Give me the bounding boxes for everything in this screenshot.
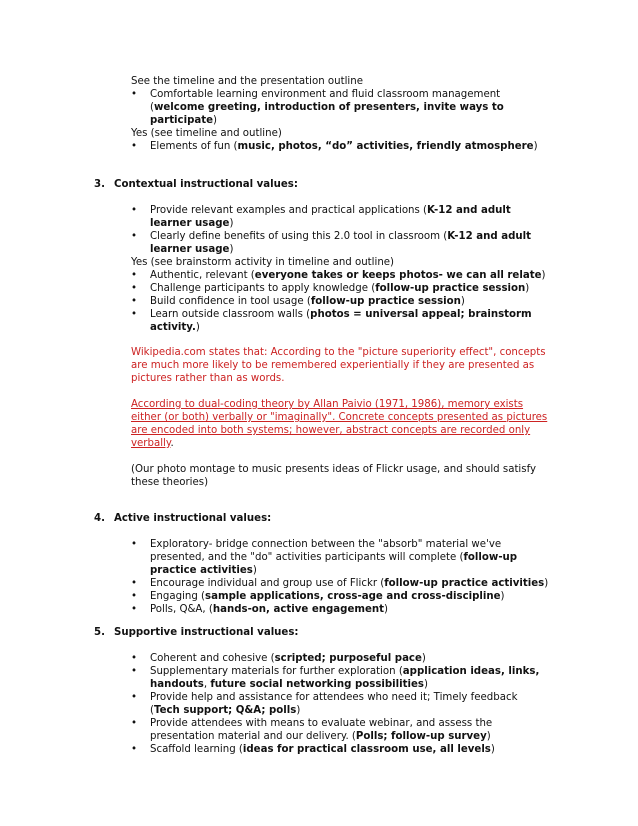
list-item: Build confidence in tool usage (follow-up practice session) — [150, 296, 465, 307]
list-item-continuation: (Tech support; Q&A; polls) — [150, 705, 301, 716]
paragraph-line: (Our photo montage to music presents ideas of Flickr usage, and should satisfy — [131, 464, 537, 475]
bullet-icon: • — [131, 692, 138, 703]
list-item-continuation: practice activities) — [150, 565, 257, 576]
list-item: Encourage individual and group use of Flickr (follow-up practice activities) — [150, 578, 549, 589]
list-item-continuation: learner usage) — [150, 244, 234, 255]
bullet-icon: • — [131, 604, 138, 615]
section-4-title: Active instructional values: — [114, 513, 272, 524]
section-4-number: 4. — [94, 513, 105, 524]
quote-line: pictures rather than as words. — [131, 373, 285, 384]
bullet-icon: • — [131, 718, 138, 729]
timeline-line: See the timeline and the presentation outline — [131, 76, 363, 87]
bullet-icon: • — [131, 231, 138, 242]
bullet-icon: • — [131, 205, 138, 216]
bullet-icon: • — [131, 270, 138, 281]
list-item: Scaffold learning (ideas for practical classroom use, all levels) — [150, 744, 495, 755]
list-item: Exploratory- bridge connection between the "absorb" material we've — [150, 539, 502, 550]
list-item: Engaging (sample applications, cross-age and cross-discipline) — [150, 591, 505, 602]
list-item: Supplementary materials for further exploration (application ideas, links, — [150, 666, 540, 677]
section-3-title: Contextual instructional values: — [114, 179, 298, 190]
bullet-icon: • — [131, 591, 138, 602]
section-5-title: Supportive instructional values: — [114, 627, 299, 638]
bullet-icon: • — [131, 539, 138, 550]
theory-link-end[interactable]: verbally. — [131, 438, 174, 449]
list-item-continuation: presented, and the "do" activities participants will complete (follow-up — [150, 552, 518, 563]
list-item: Elements of fun (music, photos, “do” activities, friendly atmosphere) — [150, 141, 538, 152]
bullet-icon: • — [131, 653, 138, 664]
yes-line: Yes (see timeline and outline) — [131, 128, 282, 139]
list-item: Polls, Q&A, (hands-on, active engagement) — [150, 604, 389, 615]
list-item-continuation: activity.) — [150, 322, 200, 333]
bullet-icon: • — [131, 89, 138, 100]
list-item: Comfortable learning environment and fluid classroom management — [150, 89, 501, 100]
list-item: Authentic, relevant (everyone takes or keeps photos- we can all relate) — [150, 270, 546, 281]
list-item: Provide attendees with means to evaluate webinar, and assess the — [150, 718, 493, 729]
section-5-number: 5. — [94, 627, 105, 638]
yes-line: Yes (see brainstorm activity in timeline and outline) — [131, 257, 395, 268]
list-item-continuation: presentation material and our delivery. (Polls; follow-up survey) — [150, 731, 491, 742]
quote-line: are much more likely to be remembered experientially if they are presented as — [131, 360, 535, 371]
theory-link[interactable]: According to dual-coding theory by Allan Paivio (1971, 1986), memory exists — [131, 399, 524, 410]
bullet-icon: • — [131, 309, 138, 320]
list-item-continuation: (welcome greeting, introduction of presenters, invite ways to — [150, 102, 504, 113]
list-item: Clearly define benefits of using this 2.0 tool in classroom (K-12 and adult — [150, 231, 531, 242]
quote-line: Wikipedia.com states that: According to the "picture superiority effect", concepts — [131, 347, 546, 358]
list-item: Learn outside classroom walls (photos = universal appeal; brainstorm — [150, 309, 532, 320]
bullet-icon: • — [131, 283, 138, 294]
bullet-icon: • — [131, 141, 138, 152]
bullet-icon: • — [131, 578, 138, 589]
theory-link[interactable]: are encoded into both systems; however, abstract concepts are recorded only — [131, 425, 531, 436]
list-item-continuation: handouts, future social networking possibilities) — [150, 679, 428, 690]
list-item-continuation: participate) — [150, 115, 218, 126]
theory-link[interactable]: either (or both) verbally or "imaginally". Concrete concepts presented as pictures — [131, 412, 548, 423]
paragraph-line: these theories) — [131, 477, 209, 488]
section-3-number: 3. — [94, 179, 105, 190]
list-item: Coherent and cohesive (scripted; purposeful pace) — [150, 653, 426, 664]
list-item: Provide help and assistance for attendees who need it; Timely feedback — [150, 692, 518, 703]
bullet-icon: • — [131, 666, 138, 677]
bullet-icon: • — [131, 296, 138, 307]
bullet-icon: • — [131, 744, 138, 755]
list-item: Provide relevant examples and practical applications (K-12 and adult — [150, 205, 511, 216]
list-item-continuation: learner usage) — [150, 218, 234, 229]
list-item: Challenge participants to apply knowledge (follow-up practice session) — [150, 283, 530, 294]
